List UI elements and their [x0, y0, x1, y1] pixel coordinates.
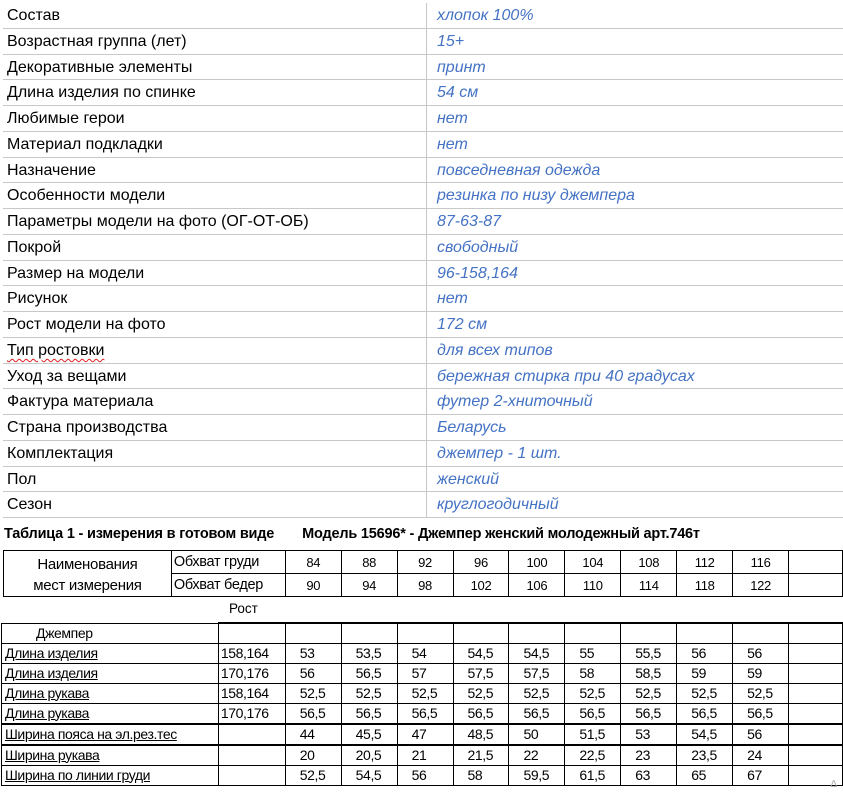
property-value: 15+: [437, 32, 465, 50]
property-row: [3, 183, 843, 209]
measurement-value: 61,5: [565, 765, 621, 785]
measurement-value: [509, 623, 565, 643]
measurement-value: 52,5: [509, 683, 565, 703]
hips-size-cell: 106: [509, 574, 565, 597]
measurement-value: 52,5: [285, 683, 341, 703]
property-value: принт: [437, 58, 486, 76]
measurement-row: [2, 745, 843, 766]
measurement-value: 56,5: [509, 703, 565, 724]
measurement-row: [2, 683, 843, 703]
measurement-name-header: Наименования мест измерения: [4, 551, 172, 597]
measurement-value: 56,5: [341, 703, 397, 724]
measurement-value: 54,5: [341, 765, 397, 785]
property-row: [3, 29, 843, 55]
measurement-value: 56,5: [565, 703, 621, 724]
measurement-height: 170,176: [218, 663, 285, 683]
measurement-value: 52,5: [733, 683, 789, 703]
property-value: для всех типов: [437, 341, 553, 359]
property-row: [3, 364, 843, 390]
property-key: Размер на модели: [3, 261, 427, 286]
measurement-value: [397, 623, 453, 643]
property-value: 87-63-87: [437, 213, 502, 230]
empty-cell: [789, 663, 843, 683]
property-row: [3, 235, 843, 261]
measurement-value: 55: [565, 643, 621, 663]
property-row: [3, 158, 843, 184]
property-row: [3, 441, 843, 467]
measurement-value: 45,5: [341, 724, 397, 745]
measurement-value: 59,5: [509, 765, 565, 785]
measurement-value: 53: [621, 724, 677, 745]
hips-size-cell: 90: [285, 574, 341, 597]
measurement-value: 54,5: [509, 643, 565, 663]
measurement-value: 52,5: [453, 683, 509, 703]
property-key: Любимые герои: [3, 106, 427, 131]
measurement-value: 67: [733, 765, 789, 785]
hips-size-cell: 102: [453, 574, 509, 597]
chest-label: Обхват груди: [171, 551, 285, 574]
measurement-name: Джемпер: [2, 623, 219, 643]
property-value: круглогодичный: [437, 496, 559, 514]
measurement-value: 20,5: [341, 745, 397, 766]
measurement-value: 52,5: [621, 683, 677, 703]
chest-size-cell: 116: [733, 551, 789, 574]
measurement-value: 56: [397, 765, 453, 785]
measurement-height: 170,176: [218, 703, 285, 724]
empty-cell: [789, 745, 843, 766]
property-row: [3, 415, 843, 441]
chest-size-cell: 92: [397, 551, 453, 574]
measurement-value: 53: [285, 643, 341, 663]
properties-table: [3, 3, 843, 518]
measurement-value: 52,5: [285, 765, 341, 785]
measurement-height: 158,164: [218, 643, 285, 663]
property-key: Особенности модели: [3, 183, 427, 208]
measurement-value: 54,5: [677, 724, 733, 745]
measurement-value: 47: [397, 724, 453, 745]
chest-size-cell: 108: [621, 551, 677, 574]
measurement-value: 54,5: [453, 643, 509, 663]
property-key: Материал подкладки: [3, 132, 427, 157]
property-value: 96-158,164: [437, 264, 518, 282]
measurement-value: 56,5: [621, 703, 677, 724]
measurement-height: 158,164: [218, 683, 285, 703]
measurement-row: [2, 703, 843, 724]
property-key: Комплектация: [3, 441, 427, 466]
measurement-name: Длина рукава: [2, 703, 219, 724]
measurement-value: 56: [677, 643, 733, 663]
measurement-value: 59: [677, 663, 733, 683]
property-key: Состав: [3, 3, 427, 28]
measurement-value: 50: [509, 724, 565, 745]
measurement-value: 22,5: [565, 745, 621, 766]
corner-mark: Δ: [830, 779, 837, 790]
measurement-value: 57,5: [453, 663, 509, 683]
measurement-value: [733, 623, 789, 643]
measurement-value: 54: [397, 643, 453, 663]
measurement-value: 58: [565, 663, 621, 683]
measurement-value: 23,5: [677, 745, 733, 766]
chest-size-cell: 88: [341, 551, 397, 574]
measurement-value: 59: [733, 663, 789, 683]
property-value: 172 см: [437, 316, 488, 333]
property-value: Беларусь: [437, 419, 507, 436]
measurement-value: 56,5: [453, 703, 509, 724]
property-value: резинка по низу джемпера: [437, 187, 635, 205]
measurement-value: 56,5: [397, 703, 453, 724]
measurement-height: [218, 765, 285, 785]
hips-size-cell: 118: [677, 574, 733, 597]
property-key: Фактура материала: [3, 389, 427, 414]
hips-size-cell: 98: [397, 574, 453, 597]
property-key: Тип ростовки: [3, 338, 427, 363]
property-row: [3, 492, 843, 518]
hips-size-cell: 122: [733, 574, 789, 597]
measurement-value: 56,5: [285, 703, 341, 724]
property-key: Декоративные элементы: [3, 55, 427, 80]
property-key: Параметры модели на фото (ОГ-ОТ-ОБ): [3, 209, 427, 234]
property-row: [3, 106, 843, 132]
property-value: нет: [437, 110, 468, 127]
measurement-height: [218, 623, 285, 643]
property-key: Уход за вещами: [3, 364, 427, 389]
measurement-value: 48,5: [453, 724, 509, 745]
property-key: Пол: [3, 467, 427, 492]
measurement-value: [621, 623, 677, 643]
property-key: Назначение: [3, 158, 427, 183]
property-row: [3, 338, 843, 364]
empty-cell: [789, 643, 843, 663]
measurement-value: 23: [621, 745, 677, 766]
chest-size-cell: 100: [509, 551, 565, 574]
property-row: [3, 286, 843, 312]
empty-cell: [789, 574, 843, 597]
property-row: [3, 132, 843, 158]
hips-size-cell: 114: [621, 574, 677, 597]
hips-size-cell: 94: [341, 574, 397, 597]
measurement-value: 56: [733, 643, 789, 663]
measurement-value: 63: [621, 765, 677, 785]
measurement-row: [2, 765, 843, 785]
measurement-value: 21: [397, 745, 453, 766]
chest-size-cell: 104: [565, 551, 621, 574]
measurement-value: 56: [285, 663, 341, 683]
measurement-value: 56: [733, 724, 789, 745]
measurement-value: 52,5: [677, 683, 733, 703]
property-row: [3, 3, 843, 29]
property-row: [3, 261, 843, 287]
property-value: джемпер - 1 шт.: [437, 444, 562, 462]
measurement-value: [565, 623, 621, 643]
measurement-name: Длина рукава: [2, 683, 219, 703]
measurement-value: 65: [677, 765, 733, 785]
measurement-name: Длина изделия: [2, 643, 219, 663]
size-header-table: [3, 550, 843, 597]
measurement-value: [677, 623, 733, 643]
measurement-name: Ширина пояса на эл.рез.тес: [2, 724, 219, 745]
chest-size-cell: 84: [285, 551, 341, 574]
measurement-value: 52,5: [397, 683, 453, 703]
measurement-name: Длина изделия: [2, 663, 219, 683]
property-key: Страна производства: [3, 415, 427, 440]
measurement-value: 21,5: [453, 745, 509, 766]
property-value: футер 2-хниточный: [437, 393, 593, 411]
empty-cell: [789, 623, 843, 643]
empty-cell: [789, 724, 843, 745]
property-key: Длина изделия по спинке: [3, 80, 427, 105]
measurement-row: [2, 643, 843, 663]
measurement-value: 58,5: [621, 663, 677, 683]
property-key: Рисунок: [3, 286, 427, 311]
measurement-name: Ширина рукава: [2, 745, 219, 766]
empty-cell: [789, 551, 843, 574]
measurement-name: Ширина по линии груди: [2, 765, 219, 785]
measurements-table: [1, 622, 843, 786]
property-value: 54 см: [437, 84, 479, 102]
measurement-value: 58: [453, 765, 509, 785]
property-row: [3, 80, 843, 106]
table-caption: [4, 526, 700, 542]
property-key: Рост модели на фото: [3, 312, 427, 337]
property-value: бережная стирка при 40 градусах: [437, 367, 695, 385]
measurement-value: [285, 623, 341, 643]
property-value: нет: [437, 135, 468, 153]
property-value: свободный: [437, 238, 519, 256]
measurement-value: 44: [285, 724, 341, 745]
measurement-value: 56,5: [341, 663, 397, 683]
property-value: женский: [437, 470, 500, 488]
property-row: [3, 55, 843, 81]
measurement-value: 24: [733, 745, 789, 766]
measurement-value: 52,5: [341, 683, 397, 703]
property-row: [3, 312, 843, 338]
measurement-value: 22: [509, 745, 565, 766]
measurement-value: 51,5: [565, 724, 621, 745]
chest-size-cell: 112: [677, 551, 733, 574]
hips-size-cell: 110: [565, 574, 621, 597]
measurement-value: 56,5: [733, 703, 789, 724]
property-key: Возрастная группа (лет): [3, 29, 427, 54]
table-title: Таблица 1 - измерения в готовом виде: [4, 526, 275, 542]
measurement-value: 55,5: [621, 643, 677, 663]
property-value: нет: [437, 290, 468, 308]
measurement-value: 56,5: [677, 703, 733, 724]
property-row: [3, 389, 843, 415]
measurement-value: [453, 623, 509, 643]
property-key: Сезон: [3, 492, 427, 517]
measurement-row: [2, 623, 843, 643]
property-row: [3, 209, 843, 235]
measurement-row: [2, 724, 843, 745]
measurement-row: [2, 663, 843, 683]
property-value: хлопок 100%: [437, 7, 534, 24]
hips-label: Обхват бедер: [171, 574, 285, 597]
chest-size-cell: 96: [453, 551, 509, 574]
property-value: повседневная одежда: [437, 161, 601, 179]
measurement-value: 20: [285, 745, 341, 766]
measurement-value: 57,5: [509, 663, 565, 683]
model-title: Модель 15696* - Джемпер женский молодежный арт.746т: [302, 526, 700, 542]
property-row: [3, 467, 843, 493]
empty-cell: [789, 703, 843, 724]
measurement-value: 57: [397, 663, 453, 683]
measurement-height: [218, 724, 285, 745]
measurement-value: [341, 623, 397, 643]
measurement-height: [218, 745, 285, 766]
measurement-value: 52,5: [565, 683, 621, 703]
height-label: Рост: [229, 601, 258, 616]
property-key: Покрой: [3, 235, 427, 260]
measurement-value: 53,5: [341, 643, 397, 663]
empty-cell: [789, 683, 843, 703]
